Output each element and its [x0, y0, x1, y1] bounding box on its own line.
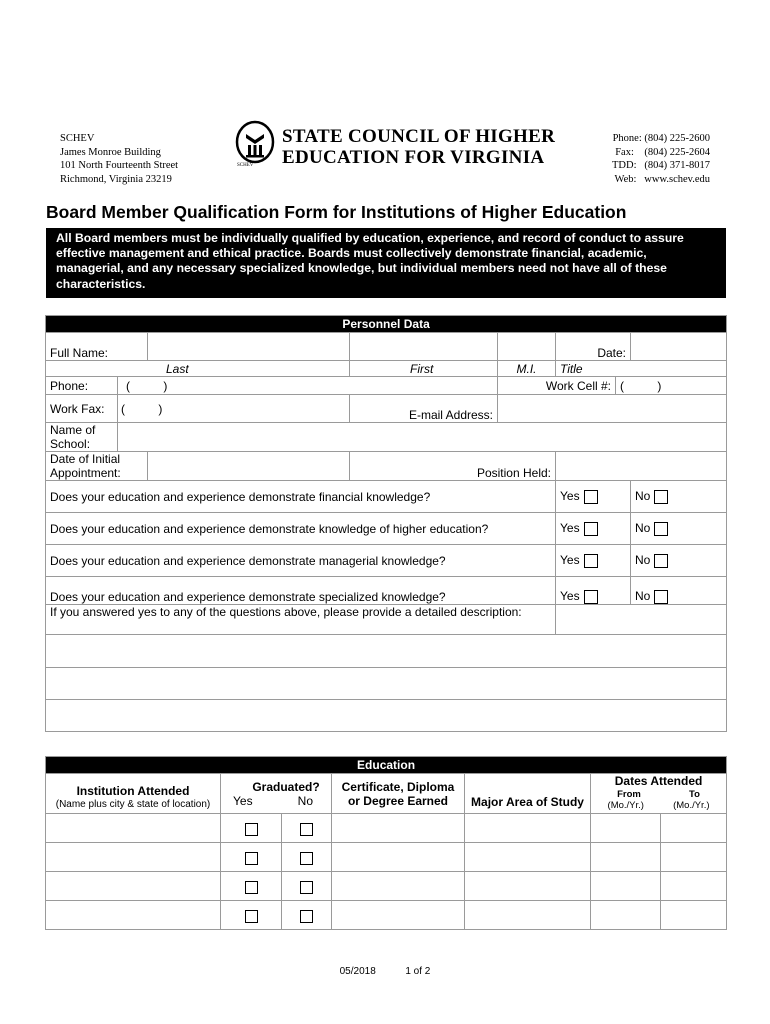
education-section-title: Education	[46, 757, 727, 774]
sub-mi: M.I.	[498, 361, 556, 377]
yes-label: Yes	[560, 521, 580, 536]
work-fax-field[interactable]	[118, 395, 350, 423]
no-label: No	[635, 489, 651, 504]
no-financial[interactable]	[631, 481, 727, 513]
no-label: No	[635, 521, 651, 536]
describe-line[interactable]	[46, 668, 727, 700]
education-row	[46, 843, 727, 872]
org-address	[60, 132, 178, 186]
question-higher-ed: Does your education and experience demonstrate knowledge of higher education?	[46, 513, 556, 545]
position-field[interactable]	[556, 452, 727, 481]
graduated-yes-cell	[221, 872, 282, 901]
describe-field-side[interactable]	[556, 605, 727, 635]
from-cell[interactable]	[591, 901, 661, 930]
contact-fax: Fax: (804) 225-2604	[615, 146, 710, 158]
describe-line[interactable]	[46, 700, 727, 732]
dates-header	[591, 774, 727, 814]
checkbox-no-specialized[interactable]	[654, 590, 668, 604]
address-line: James Monroe Building	[60, 146, 161, 158]
from-format: (Mo./Yr.)	[607, 800, 644, 811]
full-name-label: Full Name:	[46, 333, 148, 361]
work-cell-field[interactable]	[616, 377, 727, 395]
school-label: Name of School:	[46, 423, 118, 452]
intro-box: All Board members must be individually qualified by education, experience, and record of conduct to assure effective management and ethical practice. Boards must collectively demonstrate financial, academic, managerial, and any necessary specialized knowledge, but individual members need not have all of these characteristics.	[46, 228, 726, 298]
appointment-label: Date of Initial Appointment:	[46, 452, 148, 481]
graduated-no-cell	[282, 814, 332, 843]
sub-last: Last	[46, 361, 350, 377]
sub-first: First	[350, 361, 498, 377]
yes-label: Yes	[560, 489, 580, 504]
graduated-yes-label: Yes	[233, 793, 253, 808]
work-cell-area-code: ( )	[620, 378, 662, 393]
to-cell[interactable]	[661, 901, 727, 930]
phone-label: Phone:	[46, 377, 118, 395]
checkbox-no-higher-ed[interactable]	[654, 522, 668, 536]
certificate-header: Certificate, Diploma or Degree Earned	[332, 774, 465, 814]
certificate-cell[interactable]	[332, 872, 465, 901]
yes-specialized[interactable]	[556, 577, 631, 605]
sub-title: Title	[556, 361, 727, 377]
checkbox-yes-specialized[interactable]	[584, 590, 598, 604]
work-cell-label: Work Cell #:	[498, 377, 616, 395]
checkbox-graduated-no[interactable]	[300, 910, 313, 923]
checkbox-graduated-yes[interactable]	[245, 881, 258, 894]
position-label: Position Held:	[350, 452, 556, 481]
graduated-no-cell	[282, 872, 332, 901]
svg-text:SCHEV: SCHEV	[237, 163, 254, 168]
checkbox-graduated-yes[interactable]	[245, 910, 258, 923]
from-cell[interactable]	[591, 872, 661, 901]
email-field[interactable]	[498, 395, 727, 423]
last-name-field[interactable]	[148, 333, 350, 361]
email-label: E-mail Address:	[350, 395, 498, 423]
phone-field[interactable]	[118, 377, 498, 395]
personnel-table	[45, 315, 727, 732]
logo-title-line2: EDUCATION FOR VIRGINIA	[282, 147, 545, 168]
form-title: Board Member Qualification Form for Institutions of Higher Education	[46, 202, 627, 222]
yes-label: Yes	[560, 553, 580, 568]
checkbox-graduated-yes[interactable]	[245, 852, 258, 865]
no-label: No	[635, 589, 651, 604]
institution-label: Institution Attended	[76, 783, 190, 798]
graduated-yes-cell	[221, 843, 282, 872]
contact-phone: Phone: (804) 225-2600	[612, 133, 710, 144]
address-line: 101 North Fourteenth Street	[60, 160, 179, 171]
logo-title-line1: STATE COUNCIL OF HIGHER	[282, 126, 556, 147]
institution-cell[interactable]	[46, 872, 221, 901]
page-footer	[0, 966, 770, 977]
institution-header	[46, 774, 221, 814]
mi-field[interactable]	[498, 333, 556, 361]
institution-cell[interactable]	[46, 814, 221, 843]
schev-logo	[234, 120, 280, 175]
work-fax-label: Work Fax:	[46, 395, 118, 423]
education-row	[46, 872, 727, 901]
yes-higher-ed[interactable]	[556, 513, 631, 545]
date-label: Date:	[556, 333, 631, 361]
no-specialized[interactable]	[631, 577, 727, 605]
graduated-yes-cell	[221, 814, 282, 843]
footer-page-number: 1 of 2	[405, 966, 431, 977]
graduated-label: Graduated?	[252, 779, 320, 794]
dates-label: Dates Attended	[614, 774, 703, 788]
no-label: No	[635, 553, 651, 568]
graduated-no-cell	[282, 843, 332, 872]
institution-cell[interactable]	[46, 901, 221, 930]
no-managerial[interactable]	[631, 545, 727, 577]
checkbox-graduated-no[interactable]	[300, 881, 313, 894]
address-line: SCHEV	[60, 133, 95, 144]
phone-area-code: ( )	[126, 378, 168, 393]
contact-tdd: TDD: (804) 371-8017	[612, 160, 710, 171]
to-cell[interactable]	[661, 872, 727, 901]
checkbox-graduated-no[interactable]	[300, 823, 313, 836]
checkbox-yes-higher-ed[interactable]	[584, 522, 598, 536]
appointment-field[interactable]	[148, 452, 350, 481]
school-field[interactable]	[118, 423, 727, 452]
major-cell[interactable]	[465, 843, 591, 872]
education-table	[45, 756, 727, 930]
question-managerial: Does your education and experience demonstrate managerial knowledge?	[46, 545, 556, 577]
yes-managerial[interactable]	[556, 545, 631, 577]
graduated-yes-cell	[221, 901, 282, 930]
checkbox-no-financial[interactable]	[654, 490, 668, 504]
checkbox-graduated-no[interactable]	[300, 852, 313, 865]
from-cell[interactable]	[591, 843, 661, 872]
first-name-field[interactable]	[350, 333, 498, 361]
schev-seal-icon	[234, 120, 280, 170]
contact-web: Web: www.schev.edu	[614, 173, 710, 185]
work-fax-area-code: ( )	[121, 401, 163, 416]
checkbox-yes-managerial[interactable]	[584, 554, 598, 568]
question-financial: Does your education and experience demonstrate financial knowledge?	[46, 481, 556, 513]
to-cell[interactable]	[661, 814, 727, 843]
no-higher-ed[interactable]	[631, 513, 727, 545]
from-cell[interactable]	[591, 814, 661, 843]
institution-cell[interactable]	[46, 843, 221, 872]
checkbox-yes-financial[interactable]	[584, 490, 598, 504]
yes-financial[interactable]	[556, 481, 631, 513]
question-specialized: Does your education and experience demonstrate specialized knowledge?	[46, 577, 556, 605]
to-cell[interactable]	[661, 843, 727, 872]
major-cell[interactable]	[465, 814, 591, 843]
personnel-section-title: Personnel Data	[46, 316, 727, 333]
institution-sublabel: (Name plus city & state of location)	[55, 798, 211, 810]
to-format: (Mo./Yr.)	[673, 800, 710, 811]
yes-label: Yes	[560, 589, 580, 604]
from-label: From	[617, 789, 641, 800]
checkbox-no-managerial[interactable]	[654, 554, 668, 568]
certificate-cell[interactable]	[332, 843, 465, 872]
address-line: Richmond, Virginia 23219	[60, 173, 172, 185]
to-label: To	[689, 789, 700, 800]
certificate-cell[interactable]	[332, 901, 465, 930]
describe-label: If you answered yes to any of the questions above, please provide a detailed description:	[46, 605, 556, 635]
graduated-no-cell	[282, 901, 332, 930]
major-header: Major Area of Study	[465, 774, 591, 814]
graduated-header	[221, 774, 332, 814]
checkbox-graduated-yes[interactable]	[245, 823, 258, 836]
education-row	[46, 901, 727, 930]
certificate-cell[interactable]	[332, 814, 465, 843]
describe-line[interactable]	[46, 635, 727, 668]
graduated-no-label: No	[297, 793, 313, 808]
logo-title	[282, 126, 555, 168]
major-cell[interactable]	[465, 901, 591, 930]
footer-date: 05/2018	[339, 966, 376, 977]
major-cell[interactable]	[465, 872, 591, 901]
contact-info	[612, 132, 710, 186]
education-row	[46, 814, 727, 843]
date-field[interactable]	[631, 333, 727, 361]
